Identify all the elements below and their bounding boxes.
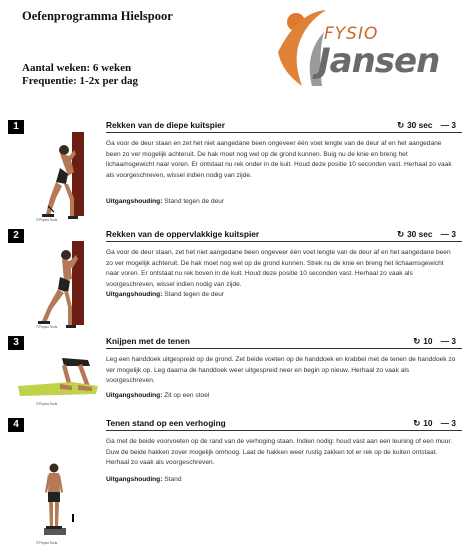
exercise-duration: 30 sec bbox=[407, 229, 433, 239]
image-credit: ©PhysioTools bbox=[36, 402, 58, 406]
exercise-4 bbox=[8, 418, 462, 548]
exercise-number: 3 bbox=[8, 336, 24, 350]
exercise-reps: 3 bbox=[451, 336, 456, 346]
weeks-text: Aantal weken: 6 weken bbox=[22, 62, 132, 74]
frequency-text: Frequentie: 1-2x per dag bbox=[22, 75, 138, 87]
exercise-number: 1 bbox=[8, 120, 24, 134]
start-label: Uitgangshouding bbox=[106, 291, 161, 298]
reps-icon: — bbox=[440, 336, 450, 346]
exercise-reps: 3 bbox=[451, 120, 456, 130]
logo-jansen-text: Jansen bbox=[318, 41, 440, 81]
start-value: Zit op een stoel bbox=[164, 392, 210, 399]
exercise-divider bbox=[106, 348, 462, 349]
reps-icon: — bbox=[440, 418, 450, 428]
exercise-2 bbox=[8, 229, 462, 334]
exercise-title: Rekken van de oppervlakkige kuitspier bbox=[106, 229, 260, 239]
start-label: Uitgangshouding bbox=[106, 476, 161, 483]
exercise-reps: 3 bbox=[451, 418, 456, 428]
page-title: Oefenprogramma Hielspoor bbox=[22, 9, 173, 23]
exercise-reps: 3 bbox=[451, 229, 456, 239]
repeat-icon: ↻ bbox=[397, 120, 405, 130]
reps-icon: — bbox=[440, 229, 450, 239]
exercise-start-position: Uitgangshouding: Stand tegen de deur bbox=[106, 291, 225, 298]
exercise-dosage bbox=[413, 418, 456, 428]
image-credit: ©PhysioTools bbox=[36, 325, 58, 329]
fysio-jansen-logo bbox=[268, 2, 438, 90]
repeat-icon: ↻ bbox=[397, 229, 405, 239]
exercise-number: 2 bbox=[8, 229, 24, 243]
exercise-number: 4 bbox=[8, 418, 24, 432]
logo-fysio-text: FYSIO bbox=[324, 24, 379, 44]
exercise-start-position: Uitgangshouding: Stand tegen de deur bbox=[106, 198, 225, 205]
exercise-duration: 30 sec bbox=[407, 120, 433, 130]
exercise-start-position: Uitgangshouding: Zit op een stoel bbox=[106, 392, 210, 399]
exercise-dosage bbox=[413, 336, 456, 346]
exercise-illustration bbox=[12, 352, 104, 402]
exercise-illustration bbox=[30, 132, 100, 224]
exercise-description: Leg een handdoek uitgespreid op de grond. Zet beide voeten op de handdoek en krabbel met de tenen de handdoek zo ver mogelijk op. Leg daarna de handdoek weer uitgespreid neer en begin op nieuw. Herhaal zo vaak als voorgeschreven. bbox=[106, 356, 456, 385]
exercise-divider bbox=[106, 430, 462, 431]
start-label: Uitgangshouding bbox=[106, 392, 161, 399]
exercise-description: Ga met de beide voorvoeten op de rand van de verhoging staan. Indien nodig: houd vast aan een leuning of een muur. Duw de beide hakken zover mogelijk omhoog. Laat de hakken weer rustig zakken tot er rek op de kuiten ontstaat. Herhaal zo vaak als voorgeschreven. bbox=[106, 438, 453, 467]
exercise-start-position: Uitgangshouding: Stand bbox=[106, 476, 182, 483]
exercise-dosage bbox=[397, 120, 456, 130]
image-credit: ©PhysioTools bbox=[36, 218, 58, 222]
exercise-illustration bbox=[30, 241, 100, 333]
start-label: Uitgangshouding bbox=[106, 198, 161, 205]
exercise-1 bbox=[8, 120, 462, 228]
exercise-dosage bbox=[397, 229, 456, 239]
exercise-illustration bbox=[34, 462, 80, 542]
exercise-duration: 10 bbox=[423, 418, 433, 428]
image-credit: ©PhysioTools bbox=[36, 541, 58, 545]
start-value: Stand tegen de deur bbox=[164, 291, 225, 298]
start-value: Stand bbox=[164, 476, 182, 483]
exercise-duration: 10 bbox=[423, 336, 433, 346]
repeat-icon: ↻ bbox=[413, 336, 421, 346]
exercise-description: Ga voor de deur staan en zet het niet aangedane been ongeveer één voet lengte van de deur af en het aangedane been zo ver mogelijk achteruit. De hak moet nog wel op de grond kunnen. Buig nu de knie en breng het lichaamsgewicht naar voren. Er ontstaat nu rek onder in de kuit. Houd deze positie 10 seconden vast. Herhaal zo vaak als voorgeschreven, wissel indien nodig van zijde. bbox=[106, 140, 452, 179]
exercise-divider bbox=[106, 241, 462, 242]
reps-icon: — bbox=[440, 120, 450, 130]
exercise-title: Tenen stand op een verhoging bbox=[106, 418, 226, 428]
exercise-description: Ga voor de deur staan, zet het niet aangedane been ongeveer één voet lengte van de deur af en het aangedane been zo ver mogelijk achteruit. De hak moet nog wel op de grond kunnen. Strek nu de knie en breng het lichaamsgewicht naar voren. Er ontstaat nu rek boven in de kuit. Houd deze positie 10 seconden vast. Herhaal zo vaak als voorgeschreven, wissel indien nodig van zijde. bbox=[106, 249, 451, 288]
repeat-icon: ↻ bbox=[413, 418, 421, 428]
exercise-title: Knijpen met de tenen bbox=[106, 336, 190, 346]
start-value: Stand tegen de deur bbox=[164, 198, 225, 205]
exercise-divider bbox=[106, 132, 462, 133]
exercise-title: Rekken van de diepe kuitspier bbox=[106, 120, 225, 130]
